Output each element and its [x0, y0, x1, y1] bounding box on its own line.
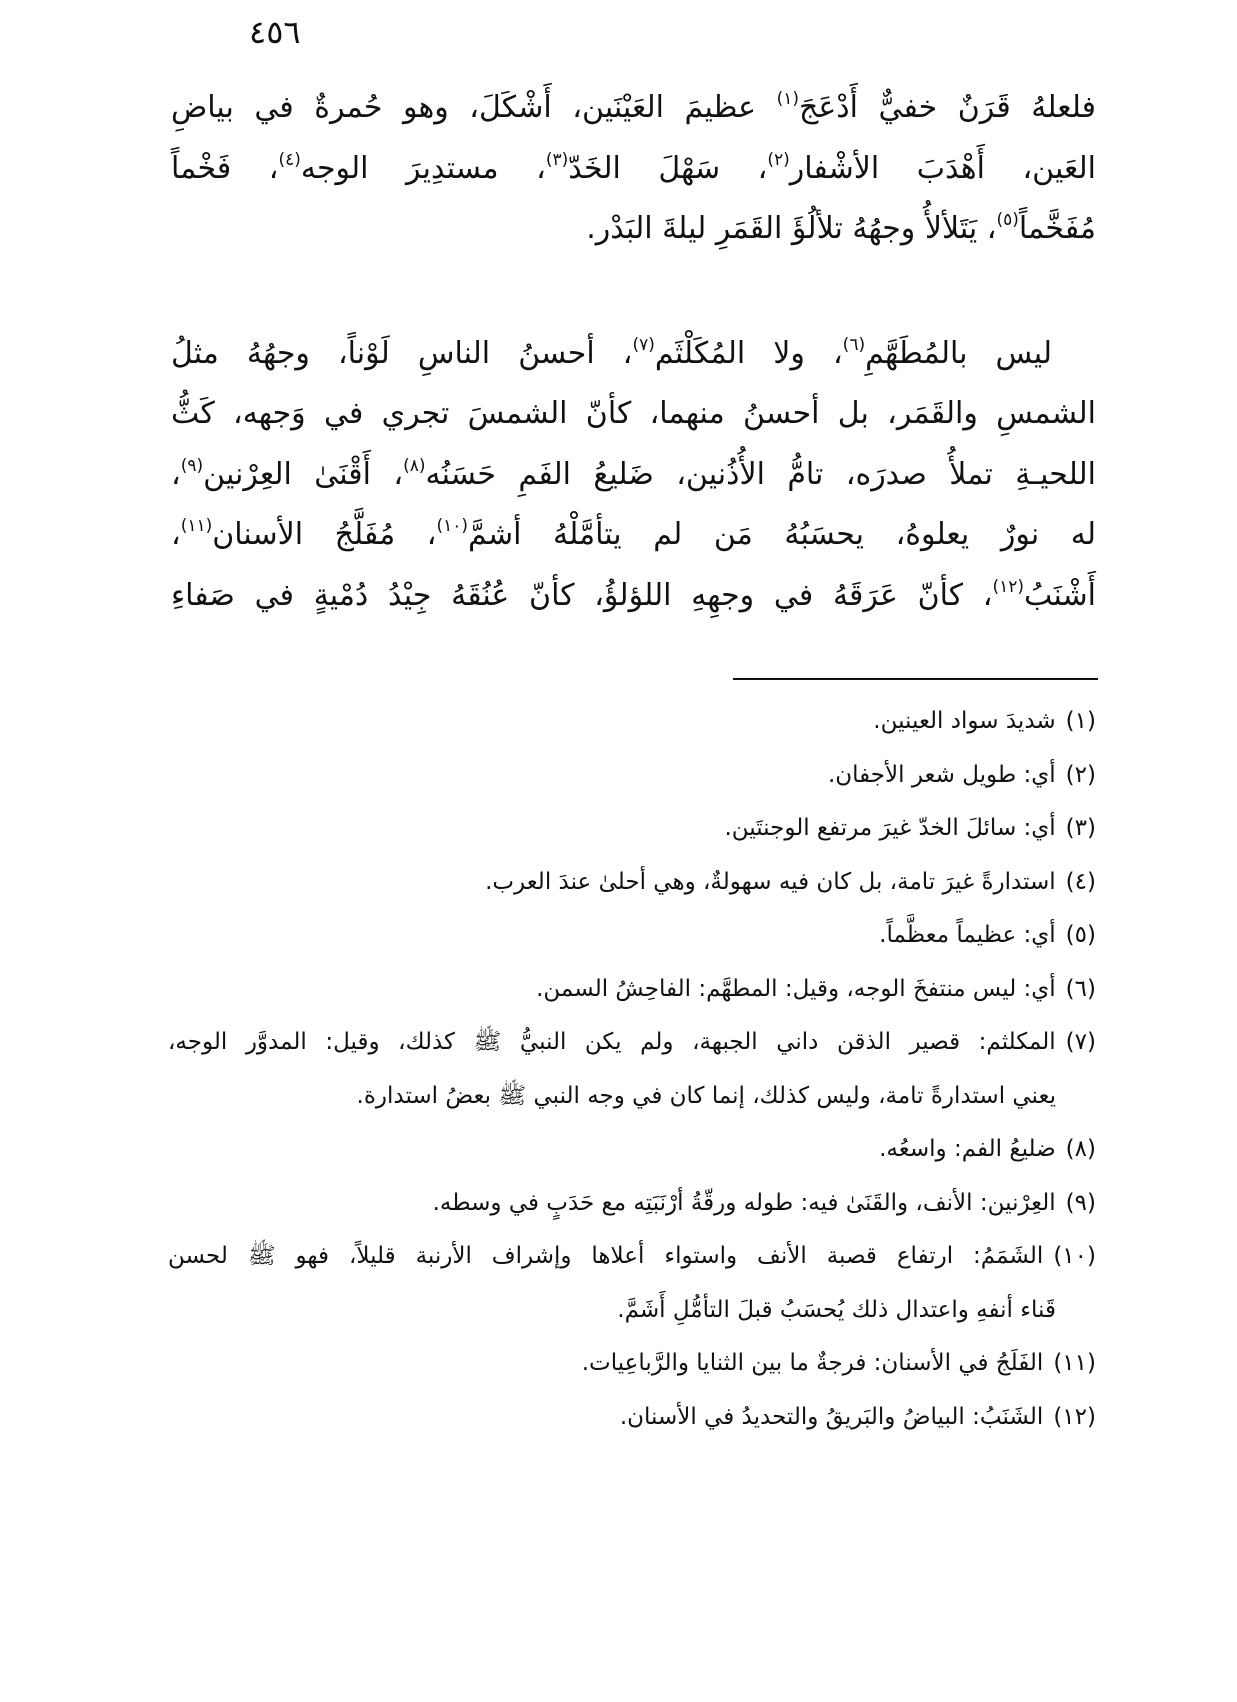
footnote	[168, 1230, 1096, 1337]
footnote-reference: (٣)	[545, 149, 569, 170]
body-text	[171, 78, 1096, 626]
footnote-reference: (١٠)	[436, 516, 468, 536]
body-line	[171, 445, 1096, 506]
body-text-run: مُفَخَّماً	[1018, 211, 1096, 246]
footnote-number: (٥)	[1065, 922, 1096, 948]
footnote-reference: (٩)	[180, 455, 204, 476]
body-text-run: ، يَتَلألأُ وجهُهُ تلألُؤَ القَمَرِ ليلةَ البَدْر.	[586, 211, 997, 246]
footnote-reference: (٢)	[767, 149, 790, 170]
body-text-run: ، كأنّ عَرَقَهُ في وجهِهِ اللؤلؤُ، كأنّ عُنُقَهُ جِيْدُ دُمْيةٍ في صَفاءِ	[171, 577, 993, 613]
body-text-run: فلعلهُ قَرَنٌ خفيٌّ أَدْعَجَ	[798, 90, 1096, 125]
body-text-run: له نورٌ يعلوهُ، يحسَبُهُ مَن لم يتأمَّلْهُ أشمَّ	[467, 517, 1096, 552]
body-text-run: ، ولا المُكَلْثَم	[654, 335, 843, 371]
footnote-text: يعني استدارةً تامة، وليس كذلك، إنما كان في وجه النبي ﷺ بعضُ استدارة.	[356, 1082, 1056, 1109]
footnote-text: قَناء أنفهِ واعتدال ذلك يُحسَبُ قبلَ التأمُّلِ أَشَمَّ.	[617, 1296, 1056, 1323]
footnote-text: أي: طويل شعر الأجفان.	[827, 761, 1056, 788]
footnote-text: شديدَ سواد العينين.	[873, 708, 1056, 734]
body-text-run: ، مُفَلَّجُ الأسنان	[212, 517, 437, 552]
footnote-text: أي: ليس منتفخَ الوجه، وقيل: المطهَّم: الفاحِشُ السمن.	[536, 975, 1056, 1002]
footnote-line	[168, 749, 1096, 803]
body-text-run: العَين، أَهْدَبَ الأشْفار	[789, 150, 1096, 186]
footnote-number: (١)	[1065, 708, 1096, 734]
footnote-number: (١٢)	[1053, 1403, 1096, 1430]
footnote-line	[168, 909, 1096, 963]
footnote-text: الشَنَبُ: البياضُ والبَريقُ والتحديدُ في الأسنان.	[619, 1403, 1044, 1430]
body-line	[171, 199, 1096, 260]
footnote	[168, 909, 1096, 963]
footnote-text: الشَمَمُ: ارتفاع قصبة الأنف واستواء أعلاها وإشراف الأرنبة قليلاً، فهو ﷺ لحسن	[168, 1243, 1044, 1269]
footnote-reference: (٤)	[278, 149, 301, 170]
body-line	[171, 78, 1096, 139]
footnote-reference: (٥)	[996, 210, 1019, 230]
footnote	[168, 749, 1096, 803]
footnote-reference: (١١)	[180, 516, 213, 536]
body-line	[171, 324, 1096, 385]
body-text-run: الشمسِ والقَمَر، بل أحسنُ منهما، كأنّ الشمسَ تجري في وَجهه، كَثُّ	[171, 396, 1096, 431]
footnote	[168, 802, 1096, 856]
footnote-reference: (١)	[776, 89, 799, 109]
body-line	[171, 139, 1096, 200]
footnote-separator	[733, 678, 1098, 680]
footnote-text: استدارةً غيرَ تامة، بل كان فيه سهولةٌ، وهي أحلىٰ عندَ العرب.	[485, 868, 1056, 895]
footnote-line	[168, 1070, 1096, 1124]
body-text-run: ، سَهْلَ الخَدّ	[568, 150, 768, 186]
footnote-number: (٣)	[1065, 815, 1096, 841]
body-text-run: أَشْنَبُ	[1024, 577, 1096, 613]
footnote-text: الفَلَجُ في الأسنان: فرجةٌ ما بين الثنايا والرَّباعِيات.	[581, 1350, 1044, 1376]
body-text-run: ،	[171, 517, 181, 552]
footnote-text: أي: عظيماً معظَّماً.	[879, 922, 1056, 948]
body-text-run: ،	[171, 456, 181, 492]
footnote-line	[168, 1391, 1096, 1445]
footnote-line	[168, 1123, 1096, 1177]
footnote	[168, 1391, 1096, 1445]
footnote-line	[168, 1337, 1096, 1391]
body-text-run: ، مستدِيرَ الوجه	[300, 150, 546, 186]
footnote-number: (٧)	[1065, 1029, 1096, 1055]
footnote-line	[168, 695, 1096, 749]
body-text-run: عظيمَ العَيْنَين، أَشْكَلَ، وهو حُمرةٌ في بياضِ	[171, 90, 777, 125]
footnote-number: (٤)	[1065, 868, 1096, 895]
footnote-reference: (٨)	[403, 455, 426, 476]
footnote-line	[168, 802, 1096, 856]
footnote	[168, 1016, 1096, 1123]
body-line	[171, 566, 1096, 627]
body-line	[171, 384, 1096, 445]
footnote-reference: (٧)	[632, 334, 655, 355]
footnote-line	[168, 1284, 1096, 1338]
footnote-reference: (٦)	[842, 334, 866, 355]
footnote-line	[168, 1230, 1096, 1284]
footnote-number: (٦)	[1065, 975, 1096, 1002]
footnote	[168, 695, 1096, 749]
body-paragraph	[171, 78, 1096, 260]
footnote-text: المكلثم: قصير الذقن داني الجبهة، ولم يكن النبيُّ ﷺ كذلك، وقيل: المدوَّر الوجه،	[168, 1029, 1056, 1055]
footnote-number: (٨)	[1065, 1136, 1096, 1162]
footnote-line	[168, 1016, 1096, 1070]
footnote-number: (٢)	[1065, 761, 1096, 788]
body-text-run: ، أحسنُ الناسِ لَوْناً، وجهُهُ مثلُ	[171, 335, 633, 371]
footnote-text: ضليعُ الفم: واسعُه.	[879, 1136, 1056, 1162]
footnote	[168, 1177, 1096, 1231]
footnote-number: (٩)	[1065, 1189, 1096, 1216]
footnotes-list	[168, 695, 1096, 1444]
footnote-line	[168, 856, 1096, 910]
footnote	[168, 1123, 1096, 1177]
footnote-text: أي: سائلَ الخدّ غيرَ مرتفع الوجنتَين.	[724, 815, 1056, 841]
body-line	[171, 505, 1096, 566]
footnote-reference: (١٢)	[992, 576, 1025, 597]
footnote-line	[168, 1177, 1096, 1231]
footnote-number: (١١)	[1053, 1350, 1096, 1376]
body-paragraph	[171, 324, 1096, 627]
body-text-run: ، فَخْماً	[171, 150, 279, 186]
footnote	[168, 963, 1096, 1017]
footnote	[168, 1337, 1096, 1391]
body-text-run: اللحيـةِ تملأُ صدرَه، تامُّ الأُذُنين، ضَليعُ الفَمِ حَسَنُه	[425, 456, 1096, 492]
footnote-text: العِرْنين: الأنف، والقَنَىٰ فيه: طوله ورقّةُ أرْنَبَتِه مع حَدَبٍ في وسطه.	[432, 1189, 1056, 1216]
footnote	[168, 856, 1096, 910]
body-text-run: ليس بالمُطَهَّمِ	[865, 335, 1052, 371]
page-number: ٤٥٦	[249, 13, 301, 51]
footnote-line	[168, 963, 1096, 1017]
footnote-number: (١٠)	[1053, 1243, 1096, 1269]
body-text-run: ، أَقْنَىٰ العِرْنين	[203, 456, 404, 492]
